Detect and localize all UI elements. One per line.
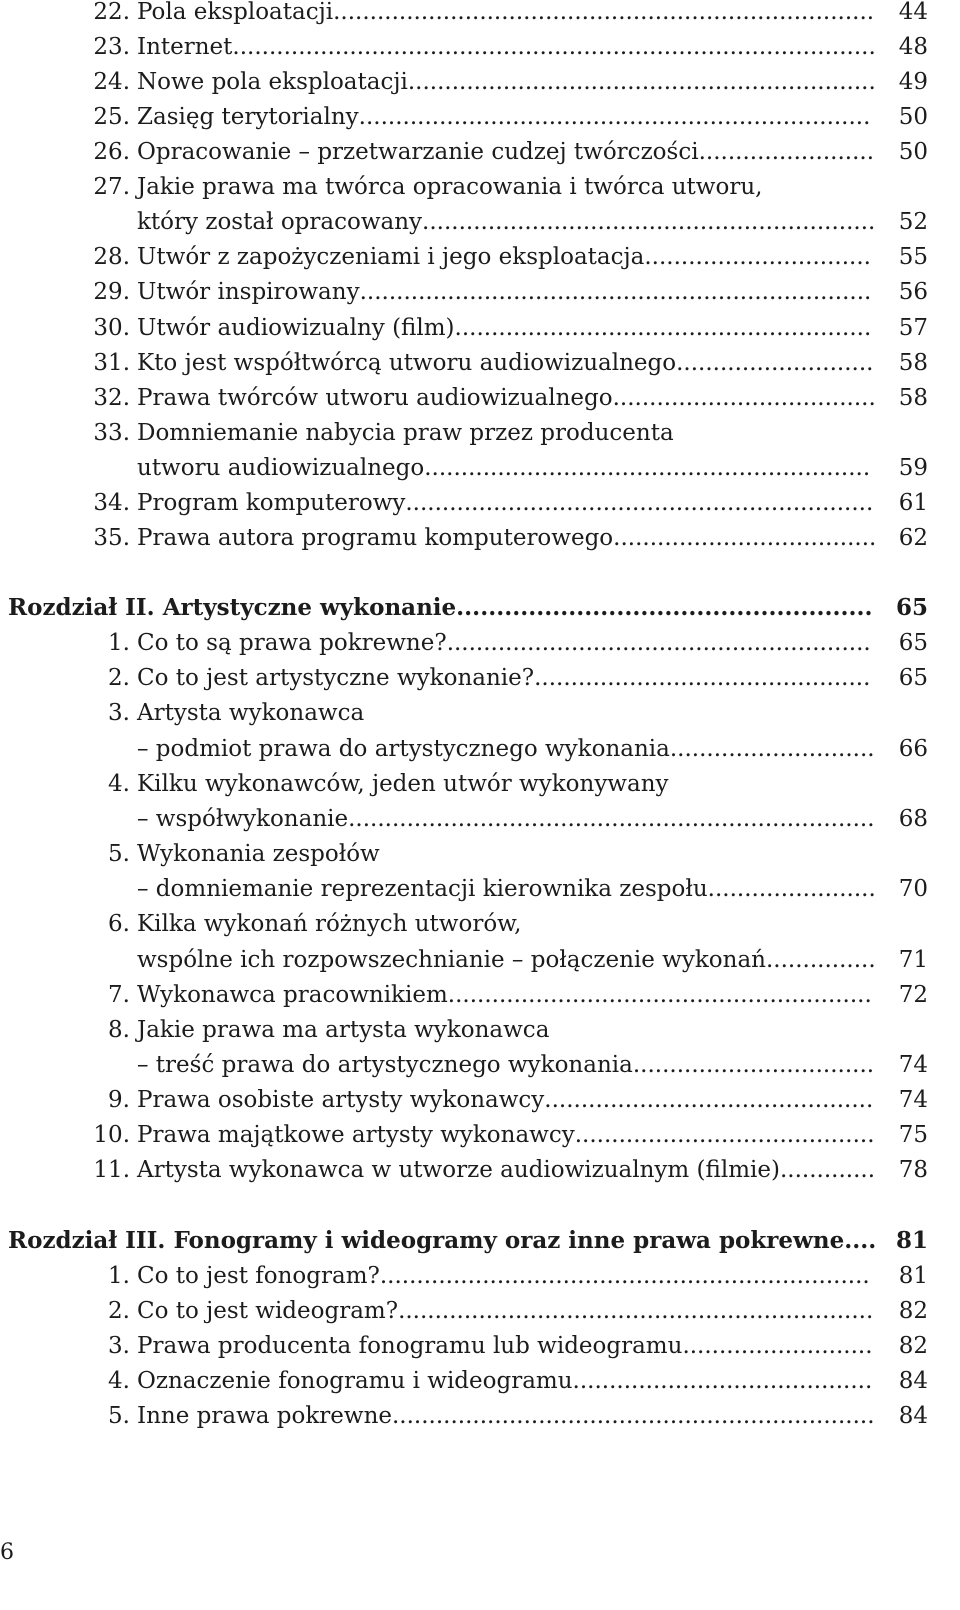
toc-entry-page: 82 (898, 1298, 928, 1324)
toc-entry-title: Zasięg terytorialny (137, 104, 359, 130)
toc-entry-title: Co to są prawa pokrewne? (137, 630, 447, 656)
toc-entry-page: 52 (898, 209, 928, 235)
dot-leader: .................................... (612, 385, 876, 411)
toc-chapter-heading (0, 1224, 960, 1258)
dot-leader: ............................................................. (424, 455, 871, 481)
toc-entry (0, 346, 960, 380)
toc-entry-title: Oznaczenie fonogramu i wideogramu (137, 1368, 573, 1394)
dot-leader: ................................................................... (379, 1263, 870, 1289)
toc-entry (0, 205, 960, 239)
dot-leader: ............................ (669, 736, 875, 762)
toc-entry (0, 767, 960, 801)
toc-entry (0, 661, 960, 695)
toc-entry (0, 521, 960, 555)
toc-entry (0, 978, 960, 1012)
toc-entry-title: Domniemanie nabycia praw przez producenta (137, 420, 674, 446)
toc-entry-page: 74 (898, 1052, 928, 1078)
toc-entry (0, 837, 960, 871)
toc-entry-title: Kilku wykonawców, jeden utwór wykonywany (137, 771, 669, 797)
toc-entry-number: 27. (93, 174, 130, 200)
dot-leader: ....................... (707, 876, 876, 902)
toc-entry-title: Co to jest artystyczne wykonanie? (137, 665, 535, 691)
toc-entry-page: 81 (898, 1263, 928, 1289)
toc-entry-number: 3. (108, 700, 130, 726)
chapter-title: Rozdział II. Artystyczne wykonanie (8, 594, 457, 621)
toc-chapter-heading (0, 591, 960, 625)
toc-entry (0, 170, 960, 204)
toc-entry-number: 23. (93, 34, 130, 60)
toc-entry (0, 1083, 960, 1117)
toc-entry-number: 5. (108, 1403, 130, 1429)
toc-entry-number: 33. (93, 420, 130, 446)
toc-entry (0, 802, 960, 836)
toc-entry-title: Prawa autora programu komputerowego (137, 525, 614, 551)
toc-entry (0, 1153, 960, 1187)
toc-entry-page: 71 (898, 947, 928, 973)
toc-entry-page: 65 (898, 630, 928, 656)
toc-entry-number: 4. (108, 771, 130, 797)
toc-entry-page: 58 (898, 350, 928, 376)
toc-entry (0, 0, 960, 29)
toc-entry-page: 62 (898, 525, 928, 551)
toc-entry-page: 72 (898, 982, 928, 1008)
toc-entry-page: 74 (898, 1087, 928, 1113)
dot-leader: ........................ (698, 139, 875, 165)
dot-leader: .......................................................... (446, 630, 871, 656)
toc-entry-title: Utwór inspirowany (137, 279, 360, 305)
toc-entry-title: Prawa osobiste artysty wykonawcy (137, 1087, 545, 1113)
toc-entry-page: 49 (898, 69, 928, 95)
toc-entry-title: Artysta wykonawca (137, 700, 365, 726)
toc-entry-title: Inne prawa pokrewne (137, 1403, 392, 1429)
toc-entry-title: Program komputerowy (137, 490, 406, 516)
dot-leader: ............... (766, 947, 876, 973)
dot-leader: ......................................................... (454, 315, 872, 341)
toc-entry-number: 32. (93, 385, 130, 411)
toc-entry-page: 65 (895, 594, 928, 621)
toc-entry (0, 872, 960, 906)
dot-leader: ............................................. (544, 1087, 874, 1113)
toc-entry-page: 66 (898, 736, 928, 762)
toc-entry-number: 10. (93, 1122, 130, 1148)
toc-entry-page: 56 (898, 279, 928, 305)
toc-entry (0, 135, 960, 169)
toc-entry-title: Prawa majątkowe artysty wykonawcy (137, 1122, 575, 1148)
toc-entry-number: 7. (108, 982, 130, 1008)
page-number: 6 (0, 1540, 14, 1565)
toc-entry (0, 696, 960, 730)
toc-entry-title: Pola eksploatacji (137, 0, 334, 25)
dot-leader: ........................................................................ (348, 806, 875, 832)
toc-entry-number: 28. (93, 244, 130, 270)
toc-entry-number: 9. (108, 1087, 130, 1113)
toc-entry-number: 31. (93, 350, 130, 376)
dot-leader: .................................... (613, 525, 877, 551)
toc-entry-number: 11. (93, 1157, 130, 1183)
toc-entry-page: 84 (898, 1403, 928, 1429)
dot-leader: ......................................... (572, 1368, 873, 1394)
toc-entry-number: 2. (108, 1298, 130, 1324)
toc-entry (0, 30, 960, 64)
toc-entry-title: utworu audiowizualnego (137, 455, 425, 481)
dot-leader: .......................... (682, 1333, 873, 1359)
toc-entry-title: Nowe pola eksploatacji (137, 69, 408, 95)
toc-entry-page: 68 (898, 806, 928, 832)
toc-entry (0, 381, 960, 415)
dot-leader: .......................................................................... (333, 0, 875, 25)
toc-entry-title: – podmiot prawa do artystycznego wykonania (137, 736, 670, 762)
toc-entry-page: 82 (898, 1333, 928, 1359)
toc-entry-number: 26. (93, 139, 130, 165)
dot-leader: ......................................... (574, 1122, 875, 1148)
toc-entry-title: Wykonawca pracownikiem (137, 982, 448, 1008)
toc-entry-title: Prawa producenta fonogramu lub wideogramu (137, 1333, 683, 1359)
toc-entry-page: 55 (898, 244, 928, 270)
toc-entry (0, 311, 960, 345)
toc-entry (0, 1329, 960, 1363)
toc-entry (0, 1013, 960, 1047)
toc-entry-page: 48 (898, 34, 928, 60)
dot-leader: ................................................................ (407, 69, 876, 95)
toc-entry (0, 486, 960, 520)
dot-leader: .......................................................... (447, 982, 872, 1008)
toc-entry-number: 1. (108, 1263, 130, 1289)
dot-leader: ...................................................................... (358, 104, 871, 130)
toc-entry-number: 5. (108, 841, 130, 867)
toc-entry-number: 6. (108, 911, 130, 937)
dot-leader: ............. (779, 1157, 876, 1183)
toc-entry-number: 4. (108, 1368, 130, 1394)
toc-entry-page: 61 (898, 490, 928, 516)
dot-leader: ................................................................ (405, 490, 874, 516)
dot-leader: .................................................... (456, 594, 873, 621)
toc-entry (0, 943, 960, 977)
toc-entry-title: – treść prawa do artystycznego wykonania (137, 1052, 633, 1078)
toc-entry (0, 626, 960, 660)
toc-entry-title: Jakie prawa ma twórca opracowania i twórca utworu, (137, 174, 763, 200)
toc-entry-title: Kto jest współtwórcą utworu audiowizualnego (137, 350, 677, 376)
toc-entry-page: 59 (898, 455, 928, 481)
toc-entry-number: 25. (93, 104, 130, 130)
dot-leader: .... (844, 1227, 877, 1254)
dot-leader: .............................................. (534, 665, 871, 691)
dot-leader: .................................................................. (392, 1403, 875, 1429)
toc-entry-number: 8. (108, 1017, 130, 1043)
toc-entry (0, 451, 960, 485)
toc-entry-number: 30. (93, 315, 130, 341)
toc-entry-title: Prawa twórców utworu audiowizualnego (137, 385, 613, 411)
toc-entry-page: 70 (898, 876, 928, 902)
toc-entry (0, 1048, 960, 1082)
toc-entry-number: 3. (108, 1333, 130, 1359)
toc-entry-number: 35. (93, 525, 130, 551)
toc-entry-title: Jakie prawa ma artysta wykonawca (137, 1017, 550, 1043)
toc-entry-title: Utwór audiowizualny (film) (137, 315, 455, 341)
dot-leader: ................................................................. (398, 1298, 874, 1324)
toc-entry (0, 240, 960, 274)
toc-entry-title: Internet (137, 34, 233, 60)
toc-entry-page: 78 (898, 1157, 928, 1183)
toc-entry-page: 58 (898, 385, 928, 411)
toc-entry-number: 34. (93, 490, 130, 516)
toc-entry-page: 84 (898, 1368, 928, 1394)
dot-leader: ........................................................................................ (232, 34, 876, 60)
toc-entry-number: 1. (108, 630, 130, 656)
toc-entry (0, 907, 960, 941)
toc-entry-title: wspólne ich rozpowszechnianie – połączenie wykonań (137, 947, 766, 973)
toc-entry (0, 416, 960, 450)
toc-entry-page: 50 (898, 139, 928, 165)
toc-entry-number: 24. (93, 69, 130, 95)
toc-entry (0, 1399, 960, 1433)
dot-leader: ...................................................................... (359, 279, 872, 305)
chapter-title: Rozdział III. Fonogramy i wideogramy oraz inne prawa pokrewne (8, 1227, 845, 1254)
toc-entry (0, 1364, 960, 1398)
toc-entry-number: 2. (108, 665, 130, 691)
toc-entry (0, 1259, 960, 1293)
toc-entry (0, 275, 960, 309)
toc-entry-title: Utwór z zapożyczeniami i jego eksploatacja (137, 244, 645, 270)
toc-entry-page: 50 (898, 104, 928, 130)
toc-entry-page: 57 (898, 315, 928, 341)
toc-entry (0, 100, 960, 134)
toc-entry-title: Kilka wykonań różnych utworów, (137, 911, 522, 937)
toc-entry-page: 75 (898, 1122, 928, 1148)
toc-entry-number: 22. (93, 0, 130, 25)
toc-entry-page: 44 (898, 0, 928, 25)
toc-entry-title: – współwykonanie (137, 806, 349, 832)
dot-leader: .............................................................. (422, 209, 876, 235)
dot-leader: ................................. (632, 1052, 875, 1078)
toc-entry-title: Wykonania zespołów (137, 841, 380, 867)
toc-entry-title: Co to jest wideogram? (137, 1298, 399, 1324)
dot-leader: ........................... (676, 350, 874, 376)
toc-entry (0, 1118, 960, 1152)
dot-leader: ............................... (644, 244, 871, 270)
toc-entry-number: 29. (93, 279, 130, 305)
toc-entry-page: 65 (898, 665, 928, 691)
toc-entry (0, 65, 960, 99)
toc-entry (0, 732, 960, 766)
toc-entry (0, 1294, 960, 1328)
toc-entry-title: który został opracowany (137, 209, 423, 235)
toc-entry-page: 81 (895, 1227, 928, 1254)
toc-entry-title: Co to jest fonogram? (137, 1263, 380, 1289)
toc-entry-title: Artysta wykonawca w utworze audiowizualnym (filmie) (137, 1157, 780, 1183)
toc-entry-title: Opracowanie – przetwarzanie cudzej twórczości (137, 139, 699, 165)
toc-entry-title: – domniemanie reprezentacji kierownika zespołu (137, 876, 708, 902)
